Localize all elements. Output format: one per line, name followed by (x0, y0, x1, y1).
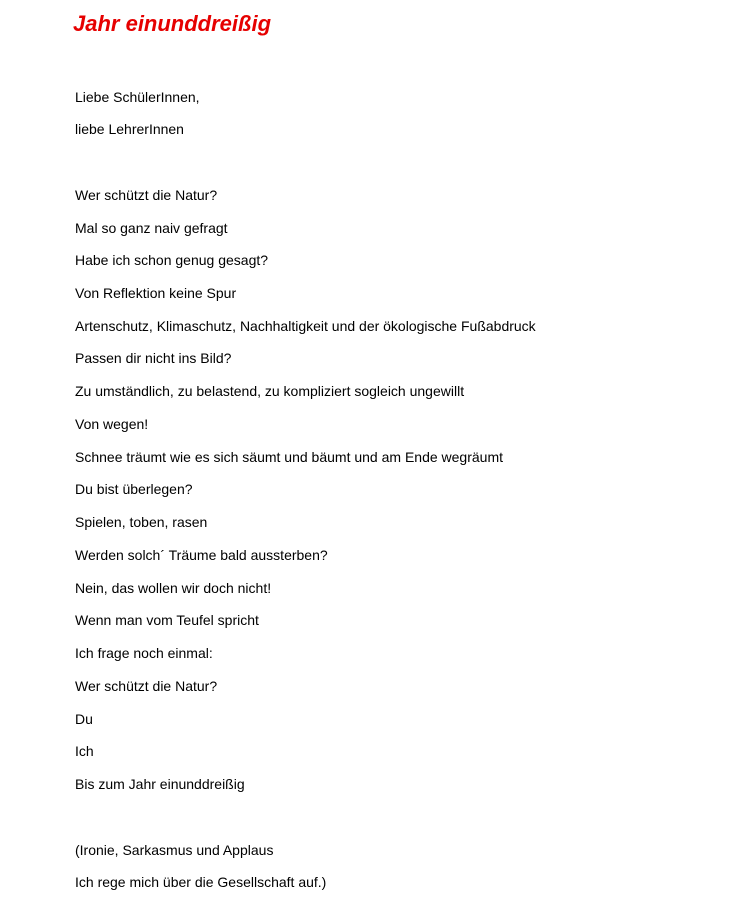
poem-line: Bis zum Jahr einunddreißig (75, 776, 245, 792)
closing-line: (Ironie, Sarkasmus und Applaus (75, 842, 274, 858)
poem-line: Artenschutz, Klimaschutz, Nachhaltigkeit und der ökologische Fußabdruck (75, 318, 536, 334)
poem-line: Spielen, toben, rasen (75, 514, 208, 530)
closing-line: Ich rege mich über die Gesellschaft auf.) (75, 874, 327, 890)
poem-line: Passen dir nicht ins Bild? (75, 350, 232, 366)
greeting-line: liebe LehrerInnen (75, 121, 184, 137)
poem-line: Ich (75, 743, 94, 759)
poem-line: Von Reflektion keine Spur (75, 285, 237, 301)
poem-line: Wer schützt die Natur? (75, 678, 218, 694)
poem-line: Habe ich schon genug gesagt? (75, 252, 269, 268)
poem-line: Nein, das wollen wir doch nicht! (75, 580, 272, 596)
poem-line: Du bist überlegen? (75, 481, 193, 497)
poem-line: Mal so ganz naiv gefragt (75, 220, 228, 236)
poem-line: Schnee träumt wie es sich säumt und bäumt und am Ende wegräumt (75, 449, 503, 465)
poem-line: Wenn man vom Teufel spricht (75, 612, 259, 628)
poem-line: Von wegen! (75, 416, 149, 432)
document-title: Jahr einunddreißig (73, 11, 272, 36)
poem-line: Zu umständlich, zu belastend, zu kompliziert sogleich ungewillt (75, 383, 465, 399)
poem-line: Werden solch´ Träume bald aussterben? (75, 547, 328, 563)
poem-line: Wer schützt die Natur? (75, 187, 218, 203)
poem-line: Ich frage noch einmal: (75, 645, 213, 661)
poem-line: Du (75, 711, 93, 727)
greeting-line: Liebe SchülerInnen, (75, 89, 200, 105)
